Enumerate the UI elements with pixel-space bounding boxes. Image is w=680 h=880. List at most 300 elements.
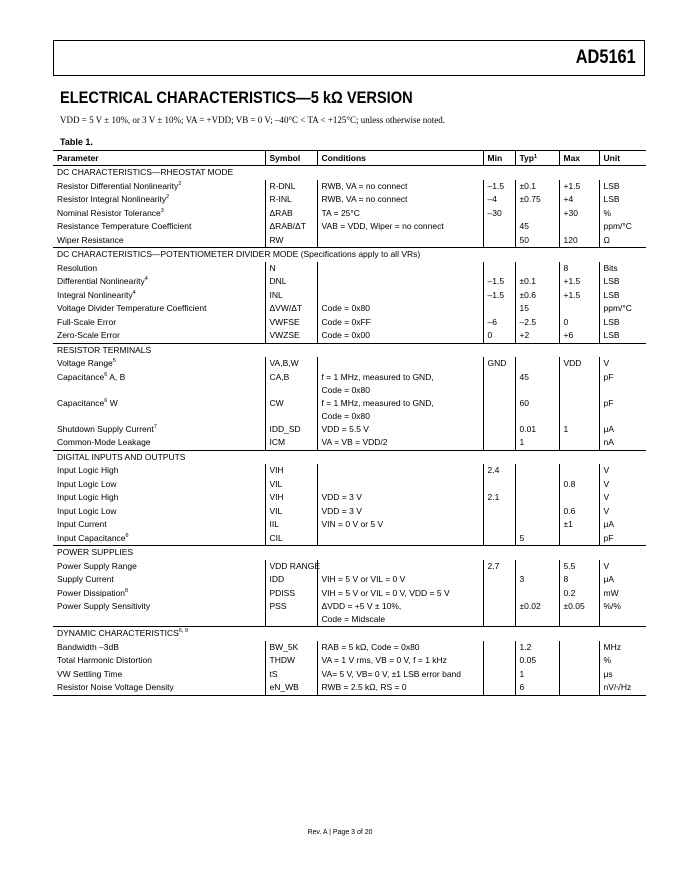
cell-conditions <box>317 464 483 478</box>
page-footer: Rev. A | Page 3 of 20 <box>307 829 373 836</box>
cell-max: 8 <box>559 573 599 587</box>
table-row <box>53 464 646 478</box>
cell-parameter <box>53 371 265 397</box>
cell-max: 8 <box>559 262 599 276</box>
cell-min <box>483 262 515 276</box>
conditions-text: VDD = 3 V <box>321 505 362 516</box>
cell-symbol: R-DNL <box>265 180 317 194</box>
cell-symbol: INL <box>265 289 317 303</box>
cell-unit: mW <box>599 587 646 601</box>
cell-conditions <box>317 505 483 519</box>
cell-max: +4 <box>559 193 599 207</box>
cell-unit: V <box>599 491 646 505</box>
cell-max <box>559 654 599 668</box>
table-row <box>53 560 646 574</box>
cell-parameter <box>53 207 265 221</box>
cell-symbol: IIL <box>265 518 317 532</box>
cell-typ: 3 <box>515 573 559 587</box>
cell-max <box>559 668 599 682</box>
cell-unit: MHz <box>599 641 646 655</box>
group-heading-text: POWER SUPPLIES <box>57 547 134 557</box>
cell-typ: ±0.6 <box>515 289 559 303</box>
cell-max <box>559 464 599 478</box>
table-row <box>53 681 646 695</box>
group-heading-text: DC CHARACTERISTICS—POTENTIOMETER DIVIDER MODE (Specifications apply to all VRs) <box>57 249 421 259</box>
cell-symbol: tS <box>265 668 317 682</box>
cell-max: +1.5 <box>559 180 599 194</box>
cell-min <box>483 371 515 397</box>
cell-min <box>483 587 515 601</box>
table-row <box>53 491 646 505</box>
cell-parameter <box>53 560 265 574</box>
cell-symbol: VIL <box>265 505 317 519</box>
table-row <box>53 302 646 316</box>
cell-min: 2.1 <box>483 491 515 505</box>
parameter-name: Total Harmonic Distortion <box>57 655 152 665</box>
cell-conditions <box>317 302 483 316</box>
cell-symbol: VIL <box>265 478 317 492</box>
cell-symbol: VWFSE <box>265 316 317 330</box>
cell-min <box>483 505 515 519</box>
cell-unit: μA <box>599 518 646 532</box>
cell-unit: LSB <box>599 316 646 330</box>
cell-typ: –2.5 <box>515 316 559 330</box>
cell-parameter <box>53 668 265 682</box>
cell-parameter <box>53 600 265 627</box>
cell-parameter <box>53 573 265 587</box>
table-row <box>53 220 646 234</box>
cell-symbol: ΔRAB/ΔT <box>265 220 317 234</box>
cell-max <box>559 397 599 423</box>
cell-conditions <box>317 518 483 532</box>
cell-typ: 5 <box>515 532 559 546</box>
table-row <box>53 275 646 289</box>
table-row <box>53 478 646 492</box>
cell-typ: 0.01 <box>515 423 559 437</box>
parameter-name: Capacitance <box>57 371 105 382</box>
cell-unit: V <box>599 560 646 574</box>
footnote-marker: 4 <box>144 276 148 282</box>
group-heading <box>53 450 646 464</box>
conditions-text: f = 1 MHz, measured to GND, <box>321 397 434 408</box>
cell-parameter <box>53 220 265 234</box>
parameter-name: Power Dissipation <box>57 587 126 598</box>
cell-unit: nV/√Hz <box>599 681 646 695</box>
cell-typ <box>515 207 559 221</box>
footnote-marker: 7 <box>153 423 157 430</box>
table-row <box>53 600 646 627</box>
group-heading <box>53 248 646 262</box>
cell-typ <box>515 560 559 574</box>
cell-max <box>559 302 599 316</box>
column-header-conditions: Conditions <box>317 151 483 166</box>
cell-typ <box>515 491 559 505</box>
footnote-marker: 6 <box>104 397 108 404</box>
cell-max: 0.2 <box>559 587 599 601</box>
table-group-row <box>53 166 646 180</box>
conditions-text: RWB, VA = no connect <box>321 194 408 204</box>
table-row <box>53 641 646 655</box>
table-row <box>53 371 646 397</box>
cell-min: –1.5 <box>483 289 515 303</box>
cell-unit: LSB <box>599 289 646 303</box>
cell-parameter <box>53 193 265 207</box>
cell-typ: 60 <box>515 397 559 423</box>
part-number: AD5161 <box>576 47 636 68</box>
conditions-text: VA = 1 V rms, VB = 0 V, f = 1 kHz <box>321 655 447 665</box>
cell-typ: 15 <box>515 302 559 316</box>
cell-min <box>483 654 515 668</box>
parameter-name: Power Supply Range <box>57 560 137 571</box>
column-header-symbol: Symbol <box>265 151 317 166</box>
conditions-text: TA = 25°C <box>321 207 360 218</box>
cell-parameter <box>53 234 265 248</box>
parameter-name: Input Capacitance <box>57 532 126 543</box>
cell-max: 5.5 <box>559 560 599 574</box>
footnote-marker: 2 <box>178 180 182 187</box>
cell-min <box>483 436 515 450</box>
cell-min <box>483 573 515 587</box>
cell-unit: LSB <box>599 180 646 194</box>
cell-min <box>483 518 515 532</box>
table-row <box>53 207 646 221</box>
cell-parameter <box>53 329 265 343</box>
cell-typ: ±0.1 <box>515 180 559 194</box>
cell-max: +1.5 <box>559 275 599 289</box>
parameter-name: Resistor Differential Nonlinearity <box>57 180 179 191</box>
cell-symbol: PDISS <box>265 587 317 601</box>
cell-unit: μA <box>599 573 646 587</box>
cell-unit: Ω <box>599 234 646 248</box>
conditions-text: Code = 0xFF <box>321 316 371 327</box>
cell-max: +1.5 <box>559 289 599 303</box>
cell-min <box>483 220 515 234</box>
cell-parameter <box>53 302 265 316</box>
cell-typ: +2 <box>515 329 559 343</box>
conditions-text: VIH = 5 V or VIL = 0 V, VDD = 5 V <box>321 587 450 598</box>
cell-max: 120 <box>559 234 599 248</box>
parameter-name: Nominal Resistor Tolerance <box>57 207 161 218</box>
cell-max: VDD <box>559 357 599 371</box>
cell-conditions <box>317 329 483 343</box>
conditions-text: RAB = 5 kΩ, Code = 0x80 <box>321 641 420 652</box>
cell-unit: nA <box>599 436 646 450</box>
table-row <box>53 423 646 437</box>
table-group-row <box>53 343 646 357</box>
parameter-suffix: W <box>107 397 118 408</box>
parameter-name: Resolution <box>57 262 98 273</box>
cell-max: 0.6 <box>559 505 599 519</box>
parameter-name: Common-Mode Leakage <box>57 437 151 447</box>
table-row <box>53 180 646 194</box>
cell-symbol: IDD_SD <box>265 423 317 437</box>
cell-parameter <box>53 357 265 371</box>
parameter-name: Resistor Integral Nonlinearity <box>57 194 167 204</box>
cell-symbol: PSS <box>265 600 317 627</box>
cell-max: +30 <box>559 207 599 221</box>
table-caption: Table 1. <box>60 137 93 147</box>
table-row <box>53 357 646 371</box>
cell-parameter <box>53 505 265 519</box>
cell-conditions <box>317 234 483 248</box>
cell-conditions <box>317 207 483 221</box>
group-heading-text: RESISTOR TERMINALS <box>57 344 152 355</box>
table-row <box>53 668 646 682</box>
cell-min: 2.7 <box>483 560 515 574</box>
cell-typ <box>515 505 559 519</box>
cell-typ <box>515 464 559 478</box>
cell-typ <box>515 518 559 532</box>
cell-symbol: VA,B,W <box>265 357 317 371</box>
table-row <box>53 505 646 519</box>
cell-conditions <box>317 478 483 492</box>
table-row <box>53 289 646 303</box>
cell-conditions <box>317 262 483 276</box>
cell-min: –30 <box>483 207 515 221</box>
cell-min <box>483 641 515 655</box>
cell-min: 0 <box>483 329 515 343</box>
footnote-marker: 3 <box>160 207 164 214</box>
cell-unit: LSB <box>599 193 646 207</box>
group-heading-text: DC CHARACTERISTICS—RHEOSTAT MODE <box>57 167 234 177</box>
cell-typ: 45 <box>515 220 559 234</box>
column-header-min: Min <box>483 151 515 166</box>
page-header-box <box>53 40 645 76</box>
table-group-row <box>53 248 646 262</box>
conditions-text: ΔVDD = +5 V ± 10%, <box>321 601 402 611</box>
cell-symbol: DNL <box>265 275 317 289</box>
cell-parameter <box>53 491 265 505</box>
conditions-text: VDD = 5.5 V <box>321 423 369 434</box>
parameter-name: Input Current <box>57 519 107 529</box>
parameter-name: Zero-Scale Error <box>57 330 120 340</box>
cell-symbol: ICM <box>265 436 317 450</box>
group-heading <box>53 166 646 180</box>
cell-unit: pF <box>599 397 646 423</box>
cell-unit: ppm/°C <box>599 302 646 316</box>
footnote-marker: 6, 9 <box>178 628 189 634</box>
parameter-name: Input Logic High <box>57 492 119 502</box>
cell-typ: 50 <box>515 234 559 248</box>
parameter-name: VW Settling Time <box>57 668 123 679</box>
table-row <box>53 316 646 330</box>
table-group-row <box>53 546 646 560</box>
cell-symbol: VDD RANGE <box>265 560 317 574</box>
cell-unit: V <box>599 505 646 519</box>
footnote-marker: 8 <box>125 587 129 594</box>
cell-max <box>559 681 599 695</box>
group-heading <box>53 343 646 357</box>
cell-symbol: IDD <box>265 573 317 587</box>
cell-parameter <box>53 641 265 655</box>
cell-parameter <box>53 436 265 450</box>
cell-min <box>483 478 515 492</box>
cell-parameter <box>53 275 265 289</box>
cell-typ: 45 <box>515 371 559 397</box>
conditions-text: VDD = 3 V <box>321 492 362 502</box>
table-row <box>53 262 646 276</box>
conditions-text: VIH = 5 V or VIL = 0 V <box>321 574 406 584</box>
cell-unit: V <box>599 357 646 371</box>
cell-conditions <box>317 423 483 437</box>
cell-conditions <box>317 193 483 207</box>
cell-parameter <box>53 180 265 194</box>
parameter-name: Integral Nonlinearity <box>57 289 133 300</box>
cell-unit: pF <box>599 532 646 546</box>
cell-conditions <box>317 573 483 587</box>
cell-symbol: VWZSE <box>265 329 317 343</box>
cell-unit: Bits <box>599 262 646 276</box>
conditions-text: VIN = 0 V or 5 V <box>321 519 384 529</box>
parameter-name: Resistor Noise Voltage Density <box>57 682 174 692</box>
cell-parameter <box>53 423 265 437</box>
cell-symbol: VIH <box>265 491 317 505</box>
conditions-text-line2: Code = Midscale <box>321 614 386 624</box>
parameter-name: Differential Nonlinearity <box>57 276 145 286</box>
cell-conditions <box>317 220 483 234</box>
table-row <box>53 234 646 248</box>
cell-symbol: RW <box>265 234 317 248</box>
cell-max: ±1 <box>559 518 599 532</box>
cell-parameter <box>53 478 265 492</box>
cell-symbol: R-INL <box>265 193 317 207</box>
column-header-max: Max <box>559 151 599 166</box>
parameter-name: Full-Scale Error <box>57 316 117 327</box>
cell-max: ±0.05 <box>559 600 599 627</box>
table-row <box>53 532 646 546</box>
cell-typ: 0.05 <box>515 654 559 668</box>
conditions-text: RWB = 2.5 kΩ, RS = 0 <box>321 682 407 692</box>
conditions-text: RWB, VA = no connect <box>321 180 408 191</box>
cell-symbol: eN_WB <box>265 681 317 695</box>
footnote-marker: 5 <box>112 358 116 364</box>
cell-max <box>559 641 599 655</box>
cell-min <box>483 532 515 546</box>
table-row <box>53 654 646 668</box>
cell-parameter <box>53 397 265 423</box>
cell-typ: 6 <box>515 681 559 695</box>
cell-typ: ±0.02 <box>515 600 559 627</box>
cell-min <box>483 302 515 316</box>
cell-conditions <box>317 532 483 546</box>
cell-conditions <box>317 371 483 397</box>
conditions-text: VA= 5 V, VB= 0 V, ±1 LSB error band <box>321 668 461 679</box>
cell-typ <box>515 478 559 492</box>
cell-typ: 1.2 <box>515 641 559 655</box>
cell-parameter <box>53 518 265 532</box>
cell-typ: ±0.1 <box>515 275 559 289</box>
conditions-text-line2: Code = 0x80 <box>321 410 370 421</box>
footnote-marker: 4 <box>132 289 136 296</box>
cell-symbol: CA,B <box>265 371 317 397</box>
cell-unit: μs <box>599 668 646 682</box>
footnote-marker: 1 <box>533 154 538 160</box>
cell-parameter <box>53 262 265 276</box>
cell-parameter <box>53 316 265 330</box>
table-row <box>53 518 646 532</box>
conditions-text: f = 1 MHz, measured to GND, <box>321 371 434 382</box>
table-group-row <box>53 627 646 641</box>
cell-parameter <box>53 587 265 601</box>
parameter-name: Resistance Temperature Coefficient <box>57 221 192 231</box>
cell-typ: ±0.75 <box>515 193 559 207</box>
parameter-name: Wiper Resistance <box>57 234 124 245</box>
cell-conditions <box>317 436 483 450</box>
cell-unit: ppm/°C <box>599 220 646 234</box>
cell-max: 1 <box>559 423 599 437</box>
cell-conditions <box>317 681 483 695</box>
cell-conditions <box>317 641 483 655</box>
cell-unit: % <box>599 207 646 221</box>
cell-conditions <box>317 357 483 371</box>
test-conditions-note: VDD = 5 V ± 10%, or 3 V ± 10%; VA = +VDD; VB = 0 V; –40°C < TA < +125°C; unless otherwise noted. <box>60 115 445 125</box>
cell-max <box>559 436 599 450</box>
cell-conditions <box>317 275 483 289</box>
cell-unit: μA <box>599 423 646 437</box>
cell-max: 0.8 <box>559 478 599 492</box>
cell-max <box>559 371 599 397</box>
section-title: ELECTRICAL CHARACTERISTICS—5 kΩ VERSION <box>60 88 413 107</box>
cell-symbol: VIH <box>265 464 317 478</box>
group-heading <box>53 546 646 560</box>
table-row <box>53 573 646 587</box>
table-header-row <box>53 151 646 166</box>
footnote-marker: 2 <box>166 194 170 200</box>
conditions-text-line2: Code = 0x80 <box>321 384 370 395</box>
cell-min <box>483 681 515 695</box>
cell-min: –6 <box>483 316 515 330</box>
group-heading <box>53 627 646 641</box>
cell-unit: % <box>599 654 646 668</box>
parameter-name: Capacitance <box>57 397 105 408</box>
conditions-text: Code = 0x00 <box>321 330 370 340</box>
column-header-typ-label: Typ <box>519 153 534 163</box>
parameter-name: Input Logic Low <box>57 505 117 516</box>
cell-conditions <box>317 654 483 668</box>
footnote-marker: 6 <box>104 371 108 378</box>
cell-min <box>483 668 515 682</box>
cell-unit: LSB <box>599 275 646 289</box>
cell-symbol: CIL <box>265 532 317 546</box>
parameter-name: Input Logic High <box>57 465 119 475</box>
parameter-name: Bandwidth –3dB <box>57 641 119 652</box>
cell-min <box>483 600 515 627</box>
cell-typ <box>515 262 559 276</box>
cell-symbol: ΔRAB <box>265 207 317 221</box>
conditions-text: Code = 0x80 <box>321 303 370 313</box>
cell-conditions <box>317 397 483 423</box>
column-header-parameter: Parameter <box>53 151 265 166</box>
parameter-name: Power Supply Sensitivity <box>57 601 151 611</box>
cell-typ: 1 <box>515 668 559 682</box>
cell-min: –1.5 <box>483 180 515 194</box>
cell-conditions <box>317 587 483 601</box>
column-header-typ <box>515 151 559 166</box>
footnote-marker: 6 <box>125 532 129 539</box>
cell-symbol: THDW <box>265 654 317 668</box>
cell-unit: %/% <box>599 600 646 627</box>
parameter-name: Input Logic Low <box>57 478 117 489</box>
group-heading-text: DIGITAL INPUTS AND OUTPUTS <box>57 451 186 462</box>
table-row <box>53 587 646 601</box>
cell-min <box>483 397 515 423</box>
conditions-text: VA = VB = VDD/2 <box>321 437 388 447</box>
cell-parameter <box>53 654 265 668</box>
table-row <box>53 329 646 343</box>
cell-conditions <box>317 316 483 330</box>
cell-conditions <box>317 491 483 505</box>
cell-symbol: ΔVW/ΔT <box>265 302 317 316</box>
